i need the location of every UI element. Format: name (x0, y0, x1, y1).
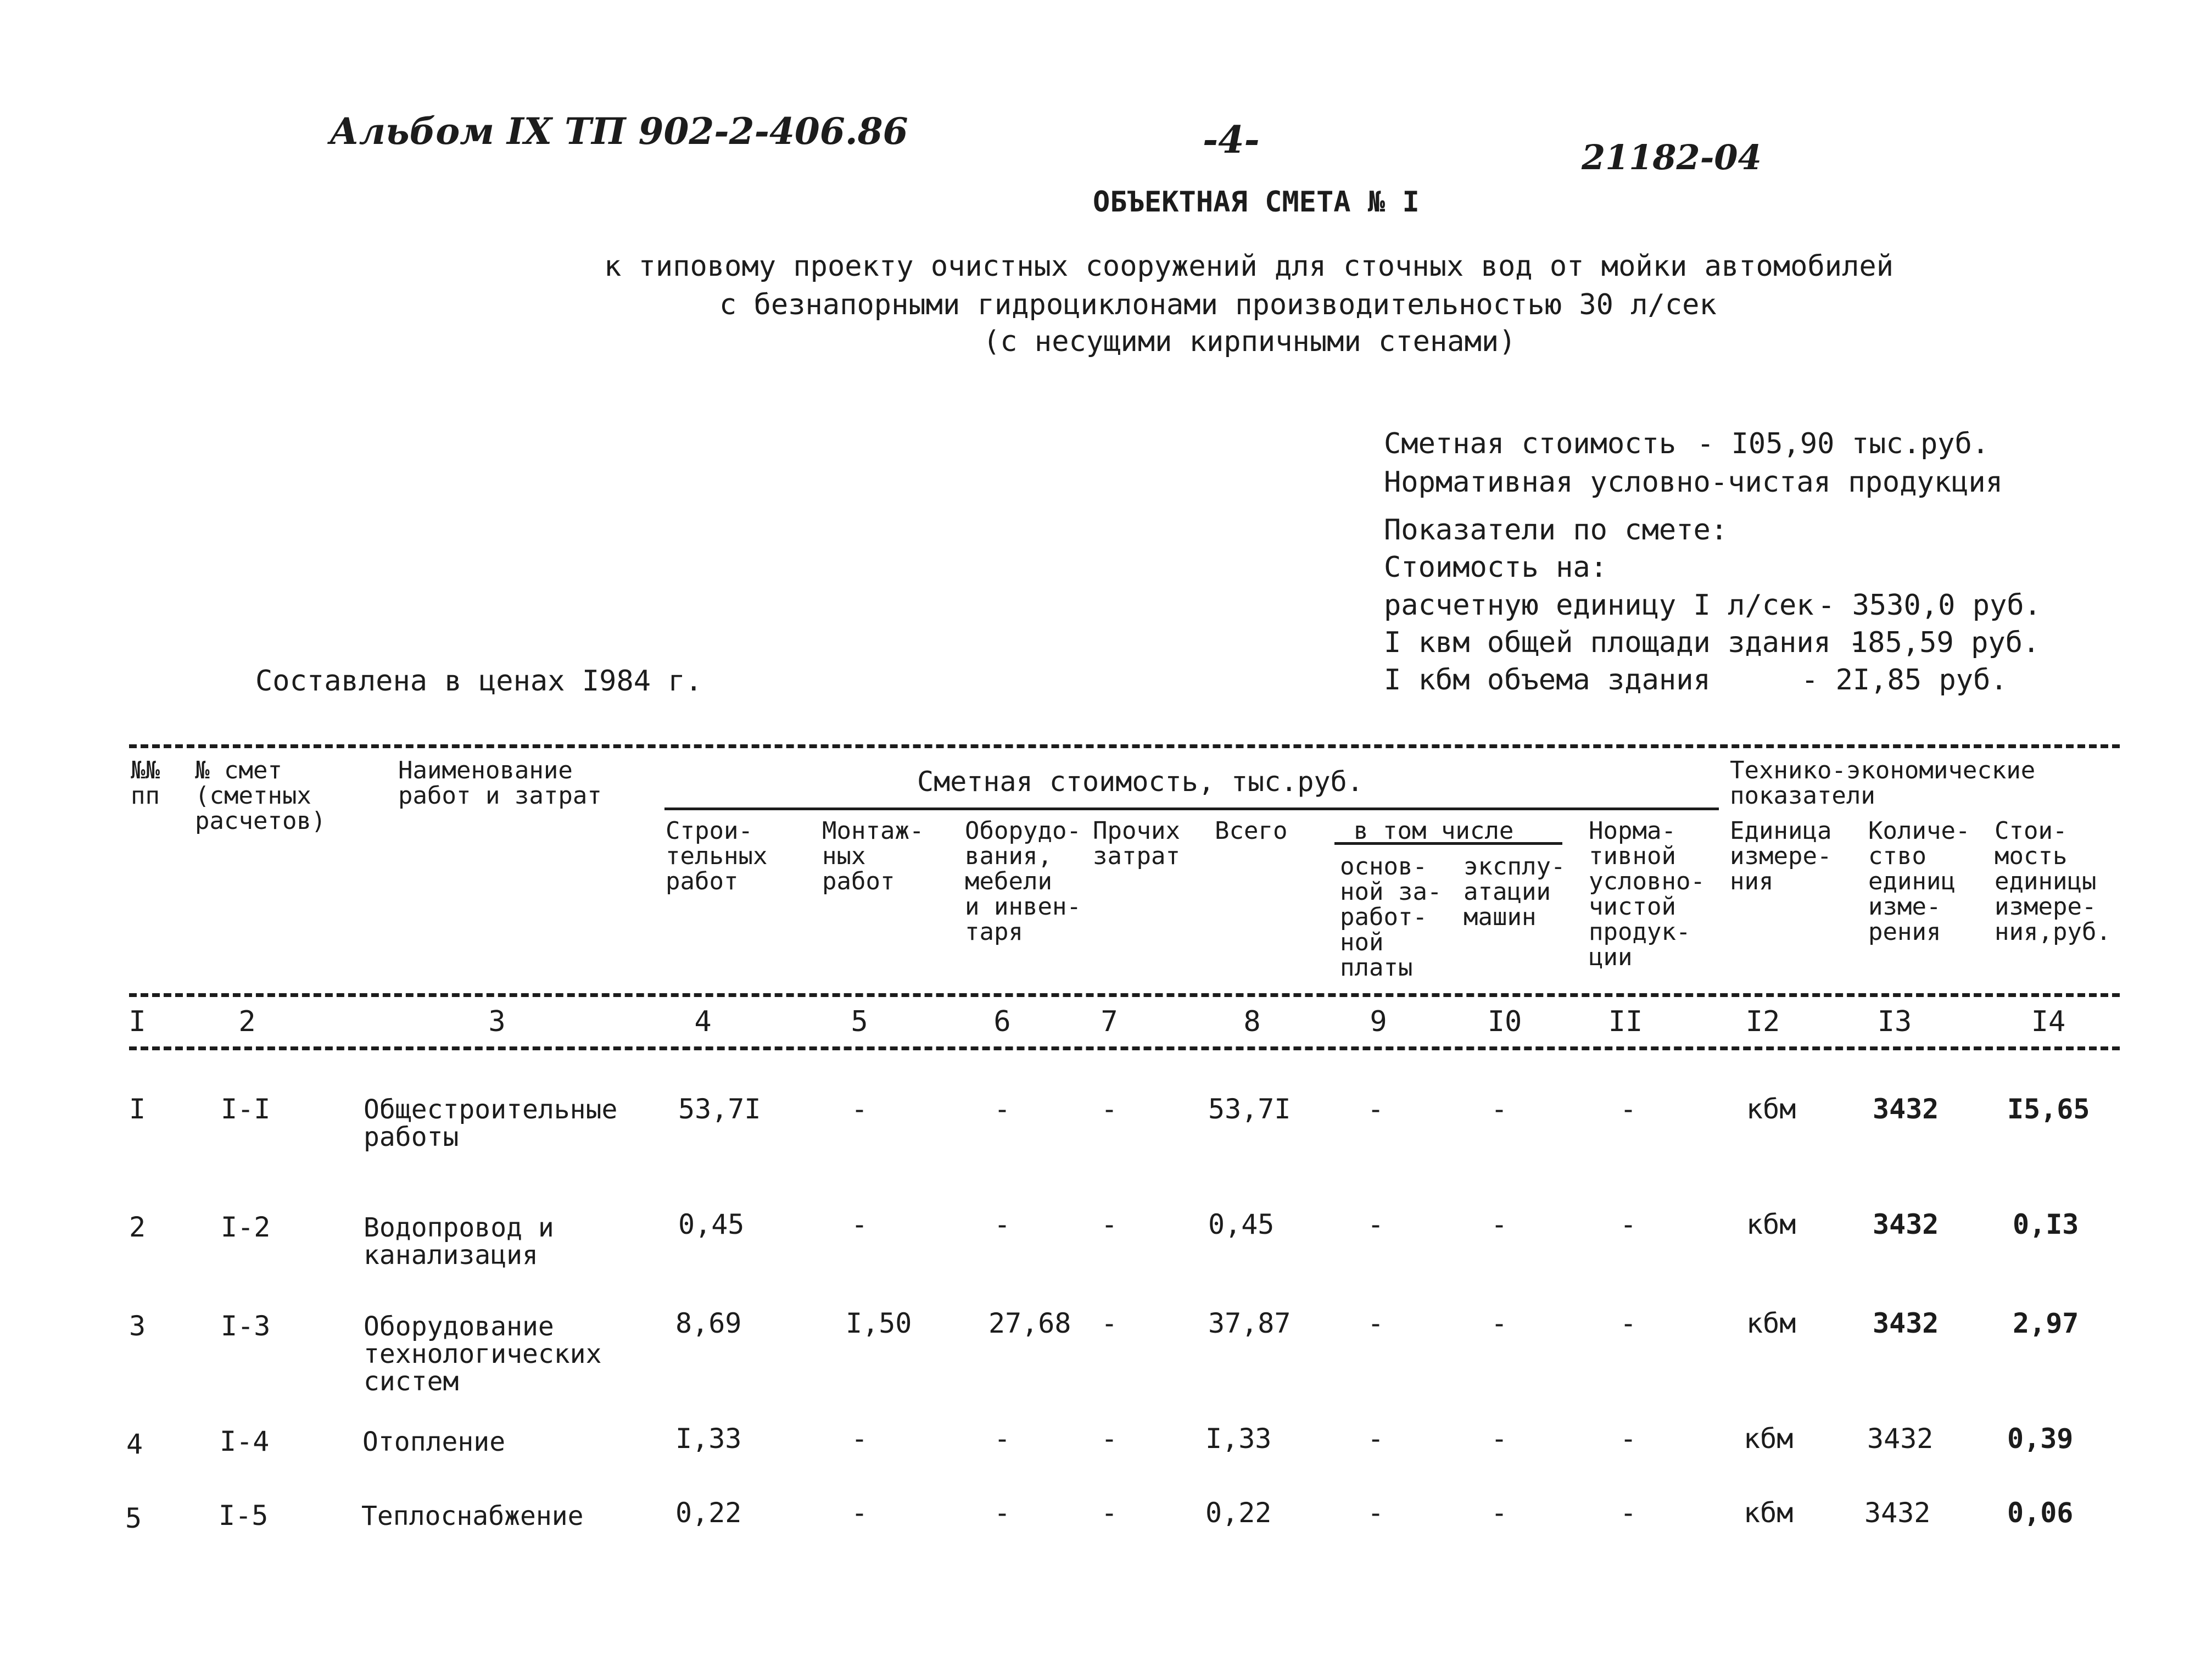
unit: кбм (1746, 1209, 1796, 1240)
equipment-cost: - (994, 1497, 1011, 1529)
total-cost: 37,87 (1208, 1307, 1291, 1339)
net-product-value: - (1620, 1423, 1637, 1455)
group-header-tech-indicators: Технико-экономические показатели (1730, 756, 2036, 810)
installation-cost: - (851, 1093, 868, 1125)
quantity: 3432 (1873, 1209, 1939, 1240)
installation-cost: - (851, 1497, 868, 1529)
col-header-number: №№ пп (131, 756, 160, 810)
column-number: I2 (1745, 1005, 1780, 1038)
album-reference: Альбом IX ТП 902-2-406.86 (329, 110, 908, 153)
construction-cost: 53,7I (678, 1093, 761, 1125)
cost-per-label: Стоимость на: (1384, 551, 1607, 584)
unit: кбм (1744, 1497, 1794, 1529)
work-name: Отопление (362, 1427, 506, 1457)
equipment-cost: - (994, 1423, 1011, 1455)
construction-cost: 0,45 (678, 1209, 745, 1240)
col-header-other: Прочих затрат (1093, 817, 1180, 870)
column-numbers-rule (129, 1046, 2120, 1050)
estimate-number: I-I (221, 1093, 271, 1125)
header-bottom-rule (129, 993, 2120, 997)
unit: кбм (1746, 1093, 1796, 1125)
col-header-work-name: Наименование работ и затрат (398, 756, 602, 810)
unit-cost: 2,97 (2013, 1307, 2079, 1339)
estimated-cost-value: - I05,90 тыс.руб. (1697, 427, 1990, 460)
construction-cost: I,33 (675, 1423, 742, 1455)
net-product-value: - (1620, 1307, 1637, 1339)
row-number: 2 (129, 1211, 146, 1243)
quantity: 3432 (1867, 1423, 1934, 1455)
quantity: 3432 (1873, 1093, 1939, 1125)
column-number: I (129, 1005, 146, 1038)
total-cost: 0,22 (1205, 1497, 1272, 1529)
col-header-estimate-number: № смет (сметных расчетов) (195, 756, 326, 835)
document-code: 21182-04 (1582, 137, 1762, 177)
column-number: 5 (851, 1005, 868, 1038)
total-cost: 53,7I (1208, 1093, 1291, 1125)
wages-cost: - (1367, 1497, 1384, 1529)
construction-cost: 8,69 (675, 1307, 742, 1339)
unit-cost: 0,06 (2007, 1497, 2074, 1529)
page-number: -4- (1203, 118, 1260, 162)
work-name: Водопровод и канализация (364, 1212, 554, 1271)
net-product-label: Нормативная условно-чистая продукция (1384, 466, 2003, 499)
wages-cost: - (1367, 1093, 1384, 1125)
column-number: 3 (488, 1005, 506, 1038)
document-title: ОБЪЕКТНАЯ СМЕТА № I (1093, 186, 1420, 219)
volume-cost-label: I кбм объема здания (1384, 664, 1711, 697)
unit-cost: 0,39 (2007, 1423, 2074, 1455)
work-name: Теплоснабжение (361, 1501, 584, 1532)
subtitle-line-2: с безнапорными гидроциклонами производительностью 30 л/сек (719, 288, 1717, 321)
wages-cost: - (1367, 1307, 1384, 1339)
column-number: 9 (1370, 1005, 1387, 1038)
table-top-rule (129, 744, 2120, 748)
net-product-value: - (1620, 1209, 1637, 1240)
column-number: 6 (993, 1005, 1011, 1038)
subtitle-line-3: (с несущими кирпичными стенами) (983, 325, 1516, 358)
machines-cost: - (1491, 1209, 1508, 1240)
quantity: 3432 (1873, 1307, 1939, 1339)
wages-cost: - (1367, 1423, 1384, 1455)
compiled-prices-note: Составлена в ценах I984 г. (255, 665, 702, 698)
installation-cost: - (851, 1209, 868, 1240)
indicators-label: Показатели по смете: (1384, 514, 1728, 547)
wages-cost: - (1367, 1209, 1384, 1240)
unit: кбм (1746, 1307, 1796, 1339)
group-header-estimated-cost: Сметная стоимость, тыс.руб. (917, 766, 1364, 798)
row-number: 5 (125, 1502, 142, 1534)
subtitle-line-1: к типовому проекту очистных сооружений для сточных вод от мойки автомобилей (604, 250, 1893, 283)
column-number: 4 (694, 1005, 712, 1038)
other-cost: - (1101, 1423, 1118, 1455)
column-number: I3 (1877, 1005, 1912, 1038)
work-name: Оборудование технологических систем (364, 1311, 602, 1397)
unit: кбм (1744, 1423, 1794, 1455)
unit-cost: 0,I3 (2013, 1209, 2079, 1240)
column-number: 7 (1101, 1005, 1118, 1038)
col-header-unit-cost: Стои- мость единицы измере- ния,руб. (1995, 817, 2111, 946)
machines-cost: - (1491, 1307, 1508, 1339)
col-header-machines: эксплу- атации машин (1464, 853, 1566, 931)
estimate-number: I-5 (219, 1500, 269, 1532)
installation-cost: - (851, 1423, 868, 1455)
other-cost: - (1101, 1209, 1118, 1240)
col-header-including: в том числе (1354, 817, 1514, 845)
cost-group-rule (664, 807, 1719, 810)
estimate-number: I-2 (221, 1211, 271, 1243)
col-header-quantity: Количе- ство единиц изме- рения (1868, 817, 1970, 946)
unit-cost: I5,65 (2007, 1093, 2090, 1125)
area-cost-value: 185,59 руб. (1851, 626, 2040, 659)
volume-cost-value: - 2I,85 руб. (1801, 664, 2008, 697)
other-cost: - (1101, 1307, 1118, 1339)
other-cost: - (1101, 1497, 1118, 1529)
col-header-net-product: Норма- тивной условно- чистой продук- ции (1589, 817, 1705, 971)
col-header-unit: Единица измере- ния (1730, 817, 1832, 895)
estimate-number: I-4 (220, 1425, 270, 1457)
other-cost: - (1101, 1093, 1118, 1125)
machines-cost: - (1491, 1093, 1508, 1125)
unit-cost-label: расчетную единицу I л/сек (1384, 589, 1814, 622)
column-number: I0 (1487, 1005, 1522, 1038)
col-header-installation: Монтаж- ных работ (822, 817, 924, 895)
area-cost-label: I квм общей площади здания - (1384, 626, 1865, 659)
estimated-cost-label: Сметная стоимость (1384, 427, 1677, 460)
estimate-number: I-3 (221, 1310, 271, 1342)
col-header-wages: основ- ной за- работ- ной платы (1340, 853, 1442, 982)
machines-cost: - (1491, 1497, 1508, 1529)
machines-cost: - (1491, 1423, 1508, 1455)
construction-cost: 0,22 (675, 1497, 742, 1529)
equipment-cost: 27,68 (988, 1307, 1071, 1339)
net-product-value: - (1620, 1497, 1637, 1529)
column-number: II (1608, 1005, 1643, 1038)
row-number: 3 (129, 1310, 146, 1342)
work-name: Общестроительные работы (364, 1094, 618, 1152)
col-header-equipment: Оборудо- вания, мебели и инвен- таря (965, 817, 1081, 946)
equipment-cost: - (994, 1093, 1011, 1125)
col-header-construction: Строи- тельных работ (666, 817, 768, 895)
total-cost: I,33 (1205, 1423, 1272, 1455)
column-number: I4 (2031, 1005, 2066, 1038)
column-number: 8 (1243, 1005, 1261, 1038)
row-number: 4 (126, 1428, 143, 1460)
total-cost: 0,45 (1208, 1209, 1275, 1240)
col-header-total: Всего (1215, 817, 1288, 845)
column-number: 2 (238, 1005, 256, 1038)
quantity: 3432 (1864, 1497, 1931, 1529)
installation-cost: I,50 (846, 1307, 912, 1339)
row-number: I (129, 1093, 146, 1125)
equipment-cost: - (994, 1209, 1011, 1240)
unit-cost-value: - 3530,0 руб. (1818, 589, 2041, 622)
net-product-value: - (1620, 1093, 1637, 1125)
